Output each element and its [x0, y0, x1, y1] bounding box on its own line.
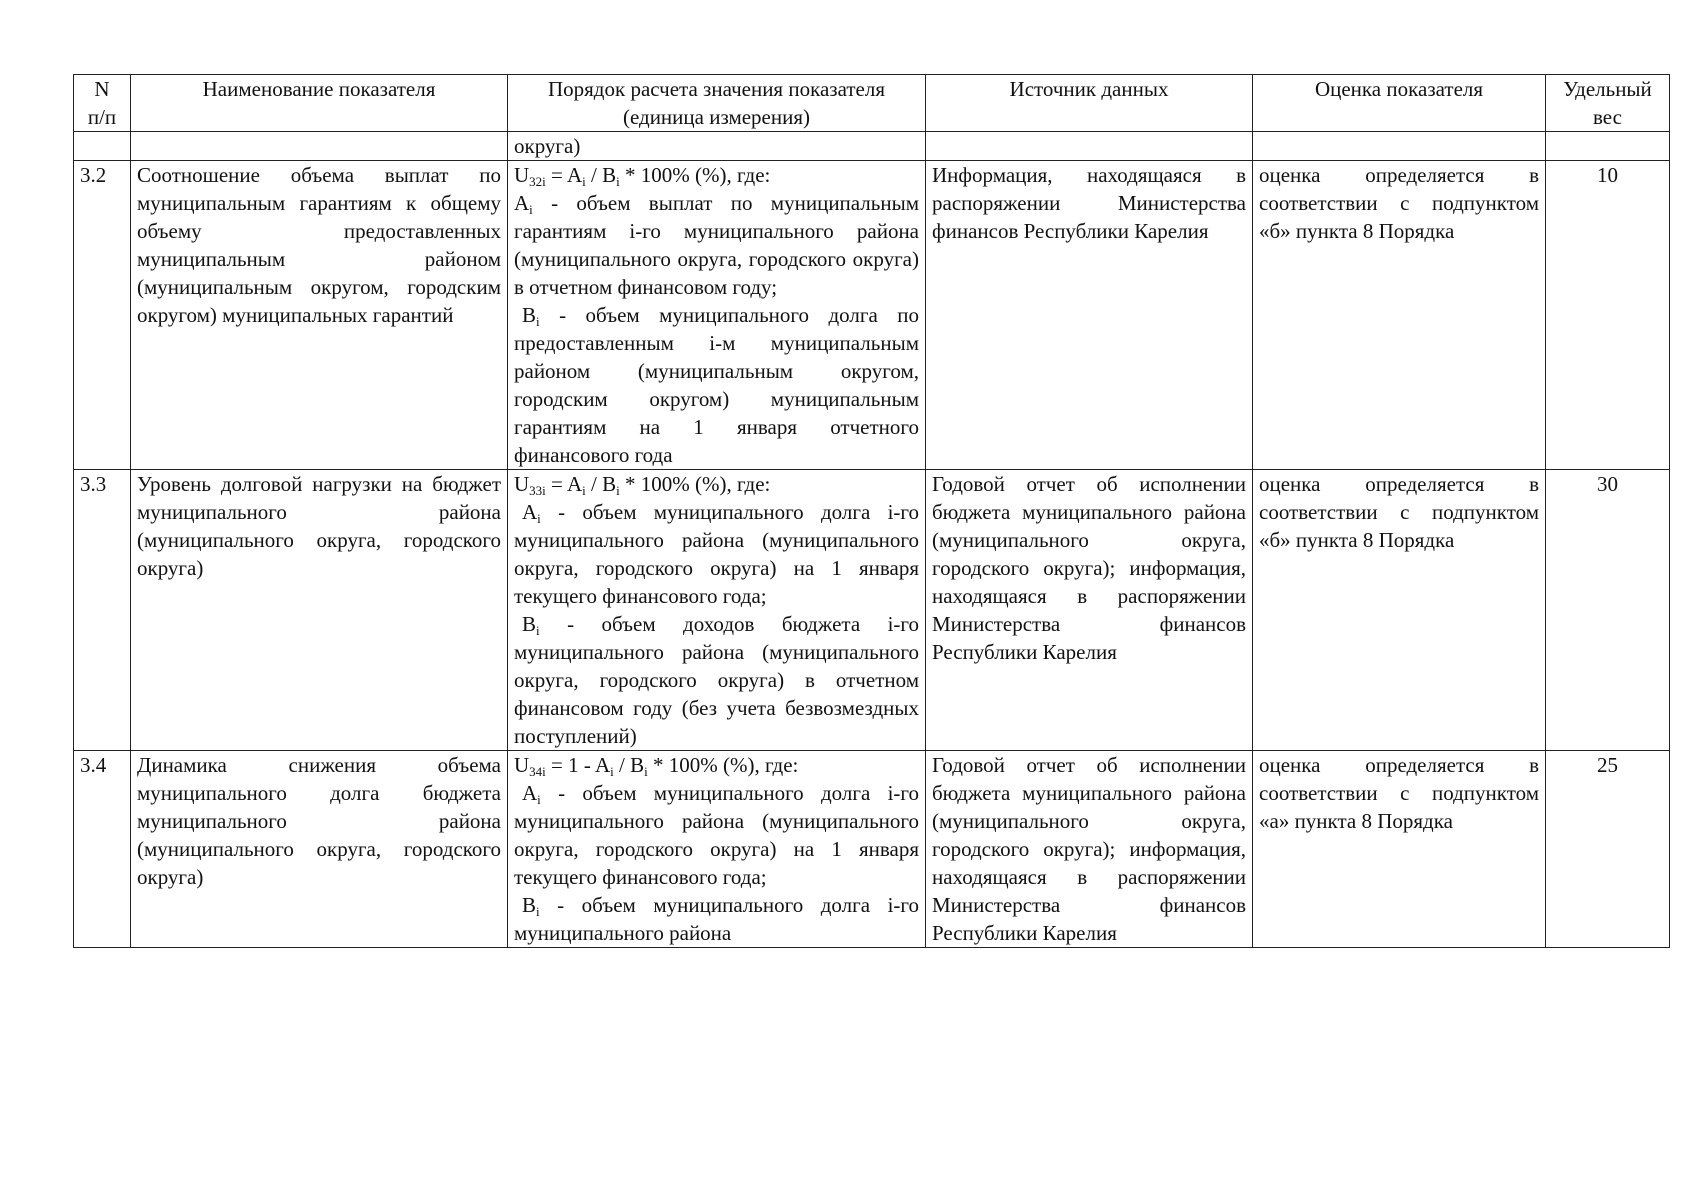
table-header-row [74, 75, 1670, 132]
a-symbol: A [522, 500, 538, 524]
row-num: 3.3 [74, 470, 131, 751]
formula-sub-b: i [616, 483, 620, 498]
cont-calc: округа) [508, 132, 926, 161]
formula-sym: U [514, 753, 530, 777]
a-symbol: A [522, 781, 538, 805]
b-sub: i [536, 314, 540, 329]
formula-part-b: / B [613, 753, 645, 777]
formula-part-c: * 100% (%), где: [619, 472, 771, 496]
formula [514, 161, 919, 189]
formula-sub: 33i [529, 483, 546, 498]
row-num: 3.4 [74, 751, 131, 948]
row-source: Годовой отчет об исполнении бюджета муниципального района (муниципального округа, городского округа); информация, находящаяся в распоряжении Министерства финансов Республики Карелия [926, 751, 1253, 948]
formula [514, 751, 919, 779]
formula-sym: U [514, 163, 530, 187]
formula-part-a: = 1 - A [545, 753, 611, 777]
row-source: Годовой отчет об исполнении бюджета муниципального района (муниципального округа, городского округа); информация, находящаяся в распоряжении Министерства финансов Республики Карелия [926, 470, 1253, 751]
row-calc [508, 751, 926, 948]
a-sub: i [529, 202, 533, 217]
header-num-line1: N [94, 77, 110, 101]
formula-sub-b: i [616, 174, 620, 189]
table-row [74, 470, 1670, 751]
cont-num [74, 132, 131, 161]
a-text: - объем муниципального долга i-го муниципального района (муниципального округа, городского округа) на 1 января текущего финансового года; [514, 500, 919, 608]
formula-part-a: = A [545, 163, 583, 187]
b-definition [514, 891, 919, 947]
row-weight: 10 [1546, 161, 1670, 470]
a-definition [514, 189, 919, 301]
formula-part-c: * 100% (%), где: [647, 753, 799, 777]
header-num-line2: п/п [87, 105, 117, 129]
b-text: - объем доходов бюджета i-го муниципального района (муниципального округа, городского округа) в отчетном финансовом году (без учета безвозмездных поступлений) [514, 612, 919, 748]
table-row [74, 751, 1670, 948]
formula-part-a: = A [545, 472, 583, 496]
row-eval: оценка определяется в соответствии с подпунктом «б» пункта 8 Порядка [1253, 470, 1546, 751]
a-definition [514, 779, 919, 891]
row-name: Динамика снижения объема муниципального долга бюджета муниципального района (муниципального округа, городского округа) [131, 751, 508, 948]
row-weight: 30 [1546, 470, 1670, 751]
a-text: - объем муниципального долга i-го муниципального района (муниципального округа, городского округа) на 1 января текущего финансового года; [514, 781, 919, 889]
a-text: - объем выплат по муниципальным гарантиям i-го муниципального района (муниципального округа, городского округа) в отчетном финансовом году; [514, 191, 919, 299]
header-weight [1546, 75, 1670, 132]
formula-sub: 32i [529, 174, 546, 189]
formula-part-c: * 100% (%), где: [619, 163, 771, 187]
header-num [74, 75, 131, 132]
row-eval: оценка определяется в соответствии с подпунктом «б» пункта 8 Порядка [1253, 161, 1546, 470]
b-sub: i [536, 904, 540, 919]
row-eval: оценка определяется в соответствии с подпунктом «а» пункта 8 Порядка [1253, 751, 1546, 948]
b-sub: i [536, 623, 540, 638]
formula-part-b: / B [585, 163, 617, 187]
header-calc [508, 75, 926, 132]
b-definition [514, 301, 919, 469]
formula-sub: 34i [529, 764, 546, 779]
header-calc-line2: (единица измерения) [622, 105, 811, 129]
header-source: Источник данных [926, 75, 1253, 132]
header-weight-line2: вес [1593, 105, 1622, 129]
b-symbol: B [522, 612, 537, 636]
indicators-table [73, 74, 1670, 948]
formula-part-b: / B [585, 472, 617, 496]
table-row [74, 161, 1670, 470]
continuation-row [74, 132, 1670, 161]
row-calc [508, 470, 926, 751]
header-weight-line1: Удельный [1563, 77, 1652, 101]
row-weight: 25 [1546, 751, 1670, 948]
cont-name [131, 132, 508, 161]
row-calc [508, 161, 926, 470]
b-symbol: B [522, 303, 537, 327]
formula-sub-a: i [582, 174, 586, 189]
b-text: - объем муниципального долга по предоставленным i-м муниципальным районом (муниципальным округом, городским округом) муниципальным гарантиям на 1 января отчетного финансового года [514, 303, 919, 467]
header-eval: Оценка показателя [1253, 75, 1546, 132]
cont-source [926, 132, 1253, 161]
formula-sub-b: i [644, 764, 648, 779]
a-definition [514, 498, 919, 610]
b-definition [514, 610, 919, 750]
formula-sym: U [514, 472, 530, 496]
cont-weight [1546, 132, 1670, 161]
row-source: Информация, находящаяся в распоряжении Министерства финансов Республики Карелия [926, 161, 1253, 470]
formula [514, 470, 919, 498]
b-symbol: B [522, 893, 537, 917]
row-name: Уровень долговой нагрузки на бюджет муниципального района (муниципального округа, городского округа) [131, 470, 508, 751]
header-name: Наименование показателя [131, 75, 508, 132]
b-text: - объем муниципального долга i-го муниципального района [514, 893, 919, 945]
header-calc-line1: Порядок расчета значения показателя [547, 77, 885, 101]
formula-sub-a: i [582, 483, 586, 498]
cont-eval [1253, 132, 1546, 161]
a-symbol: A [514, 191, 530, 215]
formula-sub-a: i [610, 764, 614, 779]
a-sub: i [537, 792, 541, 807]
row-name: Соотношение объема выплат по муниципальным гарантиям к общему объему предоставленных муниципальным районом (муниципальным округом, городским округом) муниципальных гарантий [131, 161, 508, 470]
a-sub: i [537, 511, 541, 526]
row-num: 3.2 [74, 161, 131, 470]
